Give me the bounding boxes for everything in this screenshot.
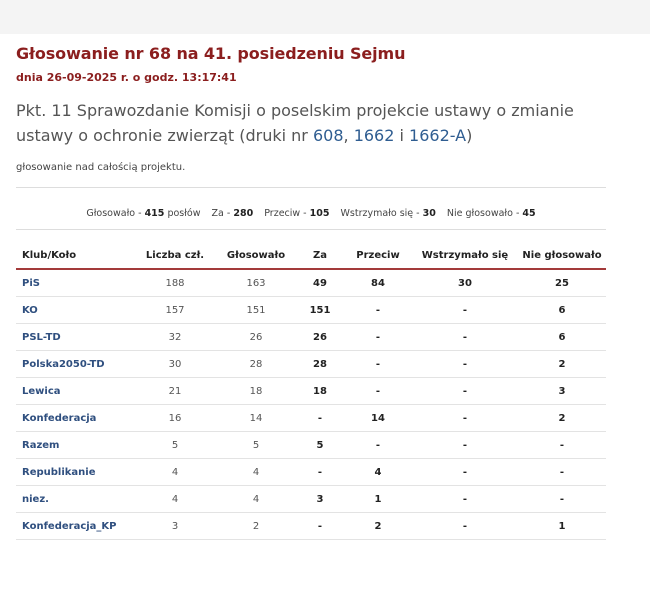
abstained-count: 30 (412, 269, 518, 297)
against-count: - (344, 324, 412, 351)
abstained-count: - (412, 297, 518, 324)
against-count: 14 (344, 405, 412, 432)
print-link-1662-a[interactable]: 1662-A (409, 126, 467, 145)
for-count: - (296, 405, 344, 432)
summary-for-label: Za - (211, 208, 231, 219)
table-row (16, 324, 606, 351)
summary-voted-value: 415 (144, 208, 165, 219)
column-header-club[interactable]: Klub/Koło (16, 242, 134, 269)
club-name[interactable]: Lewica (16, 378, 134, 405)
against-count: - (344, 432, 412, 459)
members-count: 3 (134, 513, 216, 540)
members-count: 5 (134, 432, 216, 459)
for-count: - (296, 459, 344, 486)
summary-abstained-value: 30 (422, 208, 436, 219)
absent-count: 1 (518, 513, 606, 540)
club-name[interactable]: Konfederacja_KP (16, 513, 134, 540)
absent-count: 3 (518, 378, 606, 405)
members-count: 4 (134, 486, 216, 513)
against-count: 4 (344, 459, 412, 486)
summary-abstained-label: Wstrzymało się - (340, 208, 420, 219)
absent-count: 25 (518, 269, 606, 297)
agenda-separator: , (343, 126, 354, 145)
table-row (16, 351, 606, 378)
table-row (16, 297, 606, 324)
members-count: 188 (134, 269, 216, 297)
absent-count: 2 (518, 351, 606, 378)
voted-count: 151 (216, 297, 296, 324)
divider (16, 229, 606, 230)
abstained-count: - (412, 486, 518, 513)
summary-voted-unit: posłów (167, 208, 201, 219)
club-name[interactable]: PiS (16, 269, 134, 297)
club-name[interactable]: KO (16, 297, 134, 324)
against-count: 1 (344, 486, 412, 513)
absent-count: - (518, 486, 606, 513)
table-row (16, 432, 606, 459)
for-count: 5 (296, 432, 344, 459)
members-count: 157 (134, 297, 216, 324)
table-row (16, 459, 606, 486)
results-table (16, 242, 606, 540)
club-name[interactable]: Konfederacja (16, 405, 134, 432)
absent-count: 2 (518, 405, 606, 432)
against-count: - (344, 378, 412, 405)
abstained-count: - (412, 378, 518, 405)
agenda-item (16, 98, 606, 148)
voted-count: 5 (216, 432, 296, 459)
divider (16, 187, 606, 188)
members-count: 4 (134, 459, 216, 486)
club-name[interactable]: niez. (16, 486, 134, 513)
against-count: 84 (344, 269, 412, 297)
club-name[interactable]: Razem (16, 432, 134, 459)
column-header-absent[interactable]: Nie głosowało (518, 242, 606, 269)
for-count: - (296, 513, 344, 540)
voted-count: 28 (216, 351, 296, 378)
for-count: 26 (296, 324, 344, 351)
vote-page (16, 44, 606, 540)
for-count: 3 (296, 486, 344, 513)
abstained-count: - (412, 351, 518, 378)
absent-count: 6 (518, 297, 606, 324)
column-header-voted[interactable]: Głosowało (216, 242, 296, 269)
voted-count: 2 (216, 513, 296, 540)
column-header-abstained[interactable]: Wstrzymało się (412, 242, 518, 269)
table-row (16, 269, 606, 297)
voted-count: 163 (216, 269, 296, 297)
for-count: 18 (296, 378, 344, 405)
summary-absent-label: Nie głosowało - (446, 208, 520, 219)
voted-count: 26 (216, 324, 296, 351)
vote-description: głosowanie nad całością projektu. (16, 162, 186, 173)
absent-count: 6 (518, 324, 606, 351)
summary-voted-label: Głosowało - (86, 208, 142, 219)
against-count: - (344, 297, 412, 324)
table-row (16, 405, 606, 432)
members-count: 21 (134, 378, 216, 405)
voted-count: 4 (216, 459, 296, 486)
summary-against-label: Przeciw - (264, 208, 307, 219)
absent-count: - (518, 459, 606, 486)
vote-date: dnia 26-09-2025 r. o godz. 13:17:41 (16, 71, 237, 84)
members-count: 16 (134, 405, 216, 432)
page-title: Głosowanie nr 68 na 41. posiedzeniu Sejmu (16, 44, 406, 63)
column-header-against[interactable]: Przeciw (344, 242, 412, 269)
members-count: 30 (134, 351, 216, 378)
club-name[interactable]: PSL-TD (16, 324, 134, 351)
voted-count: 4 (216, 486, 296, 513)
summary-absent-value: 45 (522, 208, 536, 219)
members-count: 32 (134, 324, 216, 351)
for-count: 49 (296, 269, 344, 297)
agenda-item-text: Pkt. 11 Sprawozdanie Komisji o poselskim projekcie ustawy o zmianie ustawy o ochronie zwierząt (druki nr (16, 101, 574, 145)
table-row (16, 486, 606, 513)
agenda-suffix: ) (466, 126, 473, 145)
column-header-for[interactable]: Za (296, 242, 344, 269)
club-name[interactable]: Republikanie (16, 459, 134, 486)
column-header-members[interactable]: Liczba czł. (134, 242, 216, 269)
agenda-separator: i (394, 126, 410, 145)
abstained-count: - (412, 459, 518, 486)
voted-count: 18 (216, 378, 296, 405)
table-header-row (16, 242, 606, 269)
against-count: 2 (344, 513, 412, 540)
table-row (16, 378, 606, 405)
abstained-count: - (412, 432, 518, 459)
print-link-1662[interactable]: 1662 (353, 126, 395, 145)
voted-count: 14 (216, 405, 296, 432)
abstained-count: - (412, 513, 518, 540)
abstained-count: - (412, 405, 518, 432)
table-row (16, 513, 606, 540)
against-count: - (344, 351, 412, 378)
summary-for-value: 280 (233, 208, 254, 219)
absent-count: - (518, 432, 606, 459)
top-bar (0, 0, 650, 34)
for-count: 28 (296, 351, 344, 378)
vote-summary (16, 208, 606, 219)
print-link-608[interactable]: 608 (312, 126, 344, 145)
club-name[interactable]: Polska2050-TD (16, 351, 134, 378)
summary-against-value: 105 (309, 208, 330, 219)
for-count: 151 (296, 297, 344, 324)
abstained-count: - (412, 324, 518, 351)
